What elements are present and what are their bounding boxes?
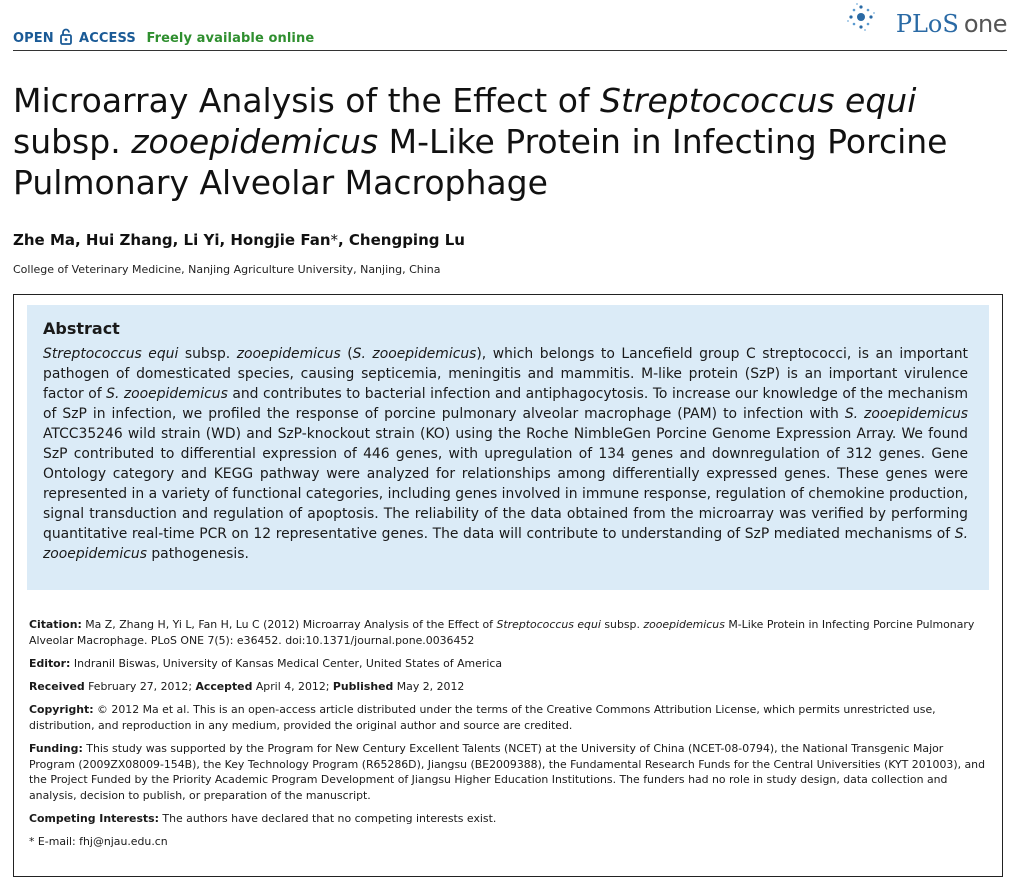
abstract-text: ), which belongs to Lancefield group C streptococci, is an important pathogen of domesticated species, causing septicemia, meningitis and mammitis. M-like protein (SzP) is an important virulence factor of — [43, 346, 968, 402]
citation — [29, 617, 987, 648]
abstract-text: ATCC35246 wild strain (WD) and SzP-knockout strain (KO) using the Roche NimbleGen Porcine Genome Expression Array. We found SzP contributed to differential expression of 446 genes, with upregulation of 134 genes and downregulation of 312 genes. Gene Ontology category and KEGG pathway were analyzed for relationships among differentially expressed genes. These genes were represented in a variety of functional categories, including genes involved in immune response, regulation of chemokine production, signal transduction and regulation of apoptosis. The reliability of the data obtained from the microarray was verified by performing quantitative real-time PCR on 12 representative genes. The data will contribute to understanding of SzP mediated mechanisms of — [43, 426, 968, 542]
article-title — [13, 80, 1003, 203]
citation-text: subsp. — [600, 618, 644, 631]
abstract-italic: S. zooepidemicus — [352, 346, 477, 362]
header-divider — [13, 50, 1007, 51]
logo-text — [896, 10, 1007, 38]
competing-text: The authors have declared that no competing interests exist. — [158, 811, 497, 825]
plos-one-logo — [832, 8, 1007, 48]
competing-label: Competing Interests: — [29, 811, 159, 825]
abstract-text: and contributes to bacterial infection and antiphagocytosis. To increase our knowledge of the mechanism of SzP in infection, we profiled the response of porcine pulmonary alveolar macrophage (PAM) to infection with — [43, 386, 969, 422]
abstract-text: pathogenesis. — [146, 546, 249, 562]
copyright-text: © 2012 Ma et al. This is an open-access article distributed under the terms of the Creative Commons Attribution License, which permits unrestricted use, distribution, and reproduction in any medium, provided the original author and source are credited. — [29, 703, 936, 732]
title-italic: zooepidemicus — [131, 122, 379, 161]
editor-label: Editor: — [29, 656, 71, 670]
abstract-italic: zooepidemicus — [236, 346, 341, 362]
competing-interests — [29, 811, 987, 827]
editor-text: Indranil Biswas, University of Kansas Medical Center, United States of America — [70, 656, 503, 670]
open-label: OPEN — [13, 31, 54, 46]
abstract-italic: Streptococcus equi — [43, 346, 179, 362]
affiliation: College of Veterinary Medicine, Nanjing Agriculture University, Nanjing, China — [13, 263, 441, 276]
abstract-text: ( — [340, 346, 353, 362]
abstract-panel — [27, 305, 989, 590]
article-info-box — [13, 294, 1003, 877]
funding-text: This study was supported by the Program for New Century Excellent Talents (NCET) at the University of China (NCET-08-0794), the National Transgenic Major Program (2009ZX08009-154B), the Key Technology Program (R65286D), Jiangsu (BE2009388), the Fundamental Research Funds for the Central Universities (KYT 201003), and the Project Funded by the Priority Academic Program Development of Jiangsu Higher Education Institutions. The funders had no role in study design, data collection and analysis, decision to publish, or preparation of the manuscript. — [29, 741, 985, 802]
access-label: ACCESS — [79, 31, 136, 46]
title-text: M-Like Protein in Infecting Porcine Pulmonary Alveolar Macrophage — [13, 122, 948, 202]
published-label: Published — [332, 679, 394, 693]
funding-label: Funding: — [29, 741, 83, 755]
copyright — [29, 702, 987, 733]
email-text: * E-mail: fhj@njau.edu.cn — [29, 835, 168, 849]
citation-text: Ma Z, Zhang H, Yi L, Fan H, Lu C (2012) Microarray Analysis of the Effect of — [81, 618, 497, 631]
citation-italic: zooepidemicus — [643, 618, 725, 631]
received-label: Received — [29, 679, 85, 693]
corresponding-mark: * — [330, 231, 338, 249]
title-text: subsp. — [13, 122, 132, 161]
journal-header — [13, 10, 1007, 52]
citation-text: M-Like Protein in Infecting Porcine Pulmonary Alveolar Macrophage. PLoS ONE 7(5): e36452. doi:10.1371/journal.pone.0036452 — [29, 618, 975, 647]
author-names: Zhe Ma, Hui Zhang, Li Yi, Hongjie Fan — [13, 231, 331, 249]
logo-suffix: one — [963, 10, 1007, 38]
copyright-label: Copyright: — [29, 703, 94, 717]
citation-italic: Streptococcus equi — [496, 618, 601, 631]
dates — [29, 679, 987, 695]
open-lock-icon — [60, 28, 72, 49]
accepted-label: Accepted — [195, 679, 253, 693]
logo-dots-icon — [846, 2, 876, 32]
article-metadata — [29, 617, 987, 857]
published-date: May 2, 2012 — [393, 679, 465, 693]
open-access-banner — [13, 28, 314, 49]
abstract-text: subsp. — [178, 346, 237, 362]
email — [29, 834, 987, 850]
author-list — [13, 231, 465, 249]
title-text: Microarray Analysis of the Effect of — [13, 81, 600, 120]
logo-brand: PLoS — [895, 10, 959, 38]
editor — [29, 656, 987, 672]
title-italic: Streptococcus equi — [600, 81, 917, 120]
abstract-heading: Abstract — [43, 319, 120, 338]
citation-label: Citation: — [29, 618, 82, 631]
freely-available-label: Freely available online — [146, 31, 315, 46]
accepted-date: April 4, 2012; — [252, 679, 333, 693]
abstract-body — [43, 344, 968, 564]
abstract-italic: S. zooepidemicus — [43, 526, 968, 562]
abstract-italic: S. zooepidemicus — [844, 406, 969, 422]
abstract-italic: S. zooepidemicus — [106, 386, 228, 402]
funding — [29, 741, 987, 803]
author-names: , Chengping Lu — [338, 231, 465, 249]
received-date: February 27, 2012; — [84, 679, 196, 693]
